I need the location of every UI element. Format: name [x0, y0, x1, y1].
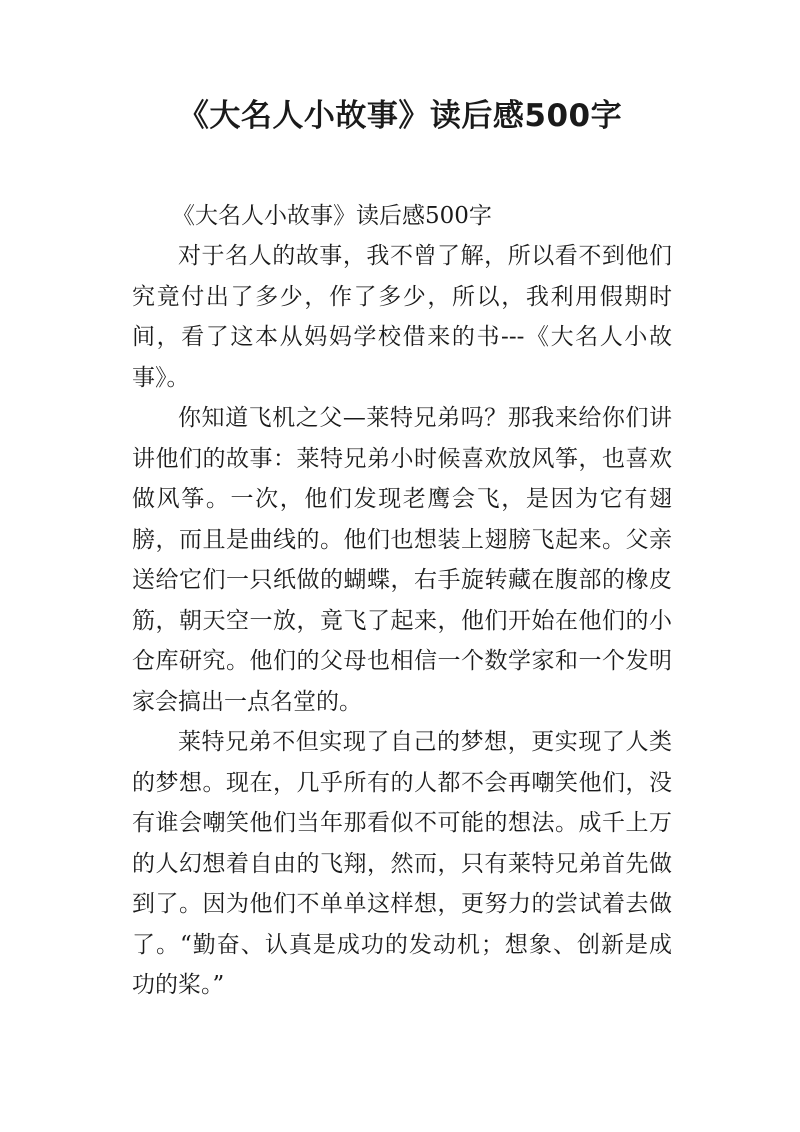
document-body [132, 236, 672, 1006]
paragraph-wright-brothers-story: 你知道飞机之父—莱特兄弟吗？那我来给你们讲讲他们的故事：莱特兄弟小时候喜欢放风筝，也喜欢做风筝。一次，他们发现老鹰会飞，是因为它有翅膀，而且是曲线的。他们也想装上翅膀飞起来。父亲送给它们一只纸做的蝴蝶，右手旋转藏在腹部的橡皮筋，朝天空一放，竟飞了起来，他们开始在他们的小仓库研究。他们的父母也相信一个数学家和一个发明家会搞出一点名堂的。 [132, 405, 672, 715]
document-title: 《大名人小故事》读后感500字 [177, 98, 623, 134]
paragraph-reflection: 莱特兄弟不但实现了自己的梦想，更实现了人类的梦想。现在，几乎所有的人都不会再嘲笑他们，没有谁会嘲笑他们当年那看似不可能的想法。成千上万的人幻想着自由的飞翔，然而，只有莱特兄弟首先做到了。因为他们不单单这样想，更努力的尝试着去做了。“勤奋、认真是成功的发动机；想象、创新是成功的桨。” [132, 729, 672, 998]
paragraph-intro: 对于名人的故事，我不曾了解，所以看不到他们究竟付出了多少，作了多少，所以，我利用假期时间，看了这本从妈妈学校借来的书---《大名人小故事》。 [132, 243, 672, 391]
document-subtitle: 《大名人小故事》读后感500字 [172, 203, 492, 229]
